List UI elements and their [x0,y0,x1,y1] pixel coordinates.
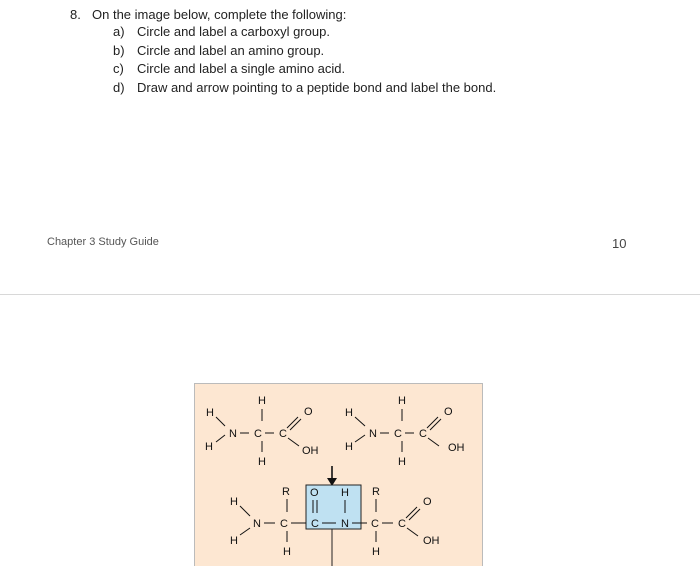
reaction-arrow [327,466,337,486]
atom-n: N [369,428,377,440]
subitem-a [113,23,496,42]
subitem-letter: c) [113,61,124,76]
peptide-bond-figure [194,383,483,566]
amino-acid-1 [205,395,319,468]
atom-c-alpha: C [394,428,402,440]
atom-h: H [372,546,380,558]
atom-h: H [345,441,353,453]
atom-h: H [341,487,349,499]
subitem-c [113,60,496,79]
atom-o: O [444,406,453,418]
subitem-b [113,42,496,61]
atom-c-alpha: C [371,518,379,530]
subitem-text: Circle and label a single amino acid. [137,61,346,76]
atom-h: H [258,395,266,407]
amino-acid-2 [345,395,465,468]
atom-h: H [230,496,238,508]
atom-h: H [398,395,406,407]
atom-h: H [258,456,266,468]
atom-h: H [205,441,213,453]
atom-h: H [345,407,353,419]
subitem-text: Draw and arrow pointing to a peptide bond and label the bond. [137,79,497,95]
atom-c-carboxyl: C [398,518,406,530]
peptide-diagram [195,384,482,566]
subitem-letter: a) [113,24,125,39]
atom-r: R [282,486,290,498]
atom-o: O [423,496,432,508]
atom-c-carbonyl: C [311,518,319,530]
atom-oh: OH [302,445,319,457]
atom-o: O [310,487,319,499]
atom-o: O [304,406,313,418]
atom-c-carboxyl: C [279,428,287,440]
atom-oh: OH [423,535,440,547]
question-8 [70,6,346,25]
atom-h: H [283,546,291,558]
question-text: On the image below, complete the following: [92,7,347,22]
subitem-d [113,79,496,98]
atom-h: H [230,535,238,547]
atom-c-carboxyl: C [419,428,427,440]
page-number: 10 [612,236,627,251]
atom-h: H [398,456,406,468]
footer-title: Chapter 3 Study Guide [47,236,159,248]
atom-c-alpha: C [280,518,288,530]
question-subitems [113,23,496,97]
subitem-letter: d) [113,79,125,95]
atom-n: N [341,518,349,530]
subitem-text: Circle and label an amino group. [137,42,325,58]
question-number: 8. [70,7,81,22]
atom-h: H [206,407,214,419]
subitem-text: Circle and label a carboxyl group. [137,24,330,39]
atom-oh: OH [448,442,465,454]
atom-r: R [372,486,380,498]
atom-n: N [229,428,237,440]
atom-n: N [253,518,261,530]
atom-c-alpha: C [254,428,262,440]
subitem-letter: b) [113,42,125,58]
page-divider [0,294,700,295]
